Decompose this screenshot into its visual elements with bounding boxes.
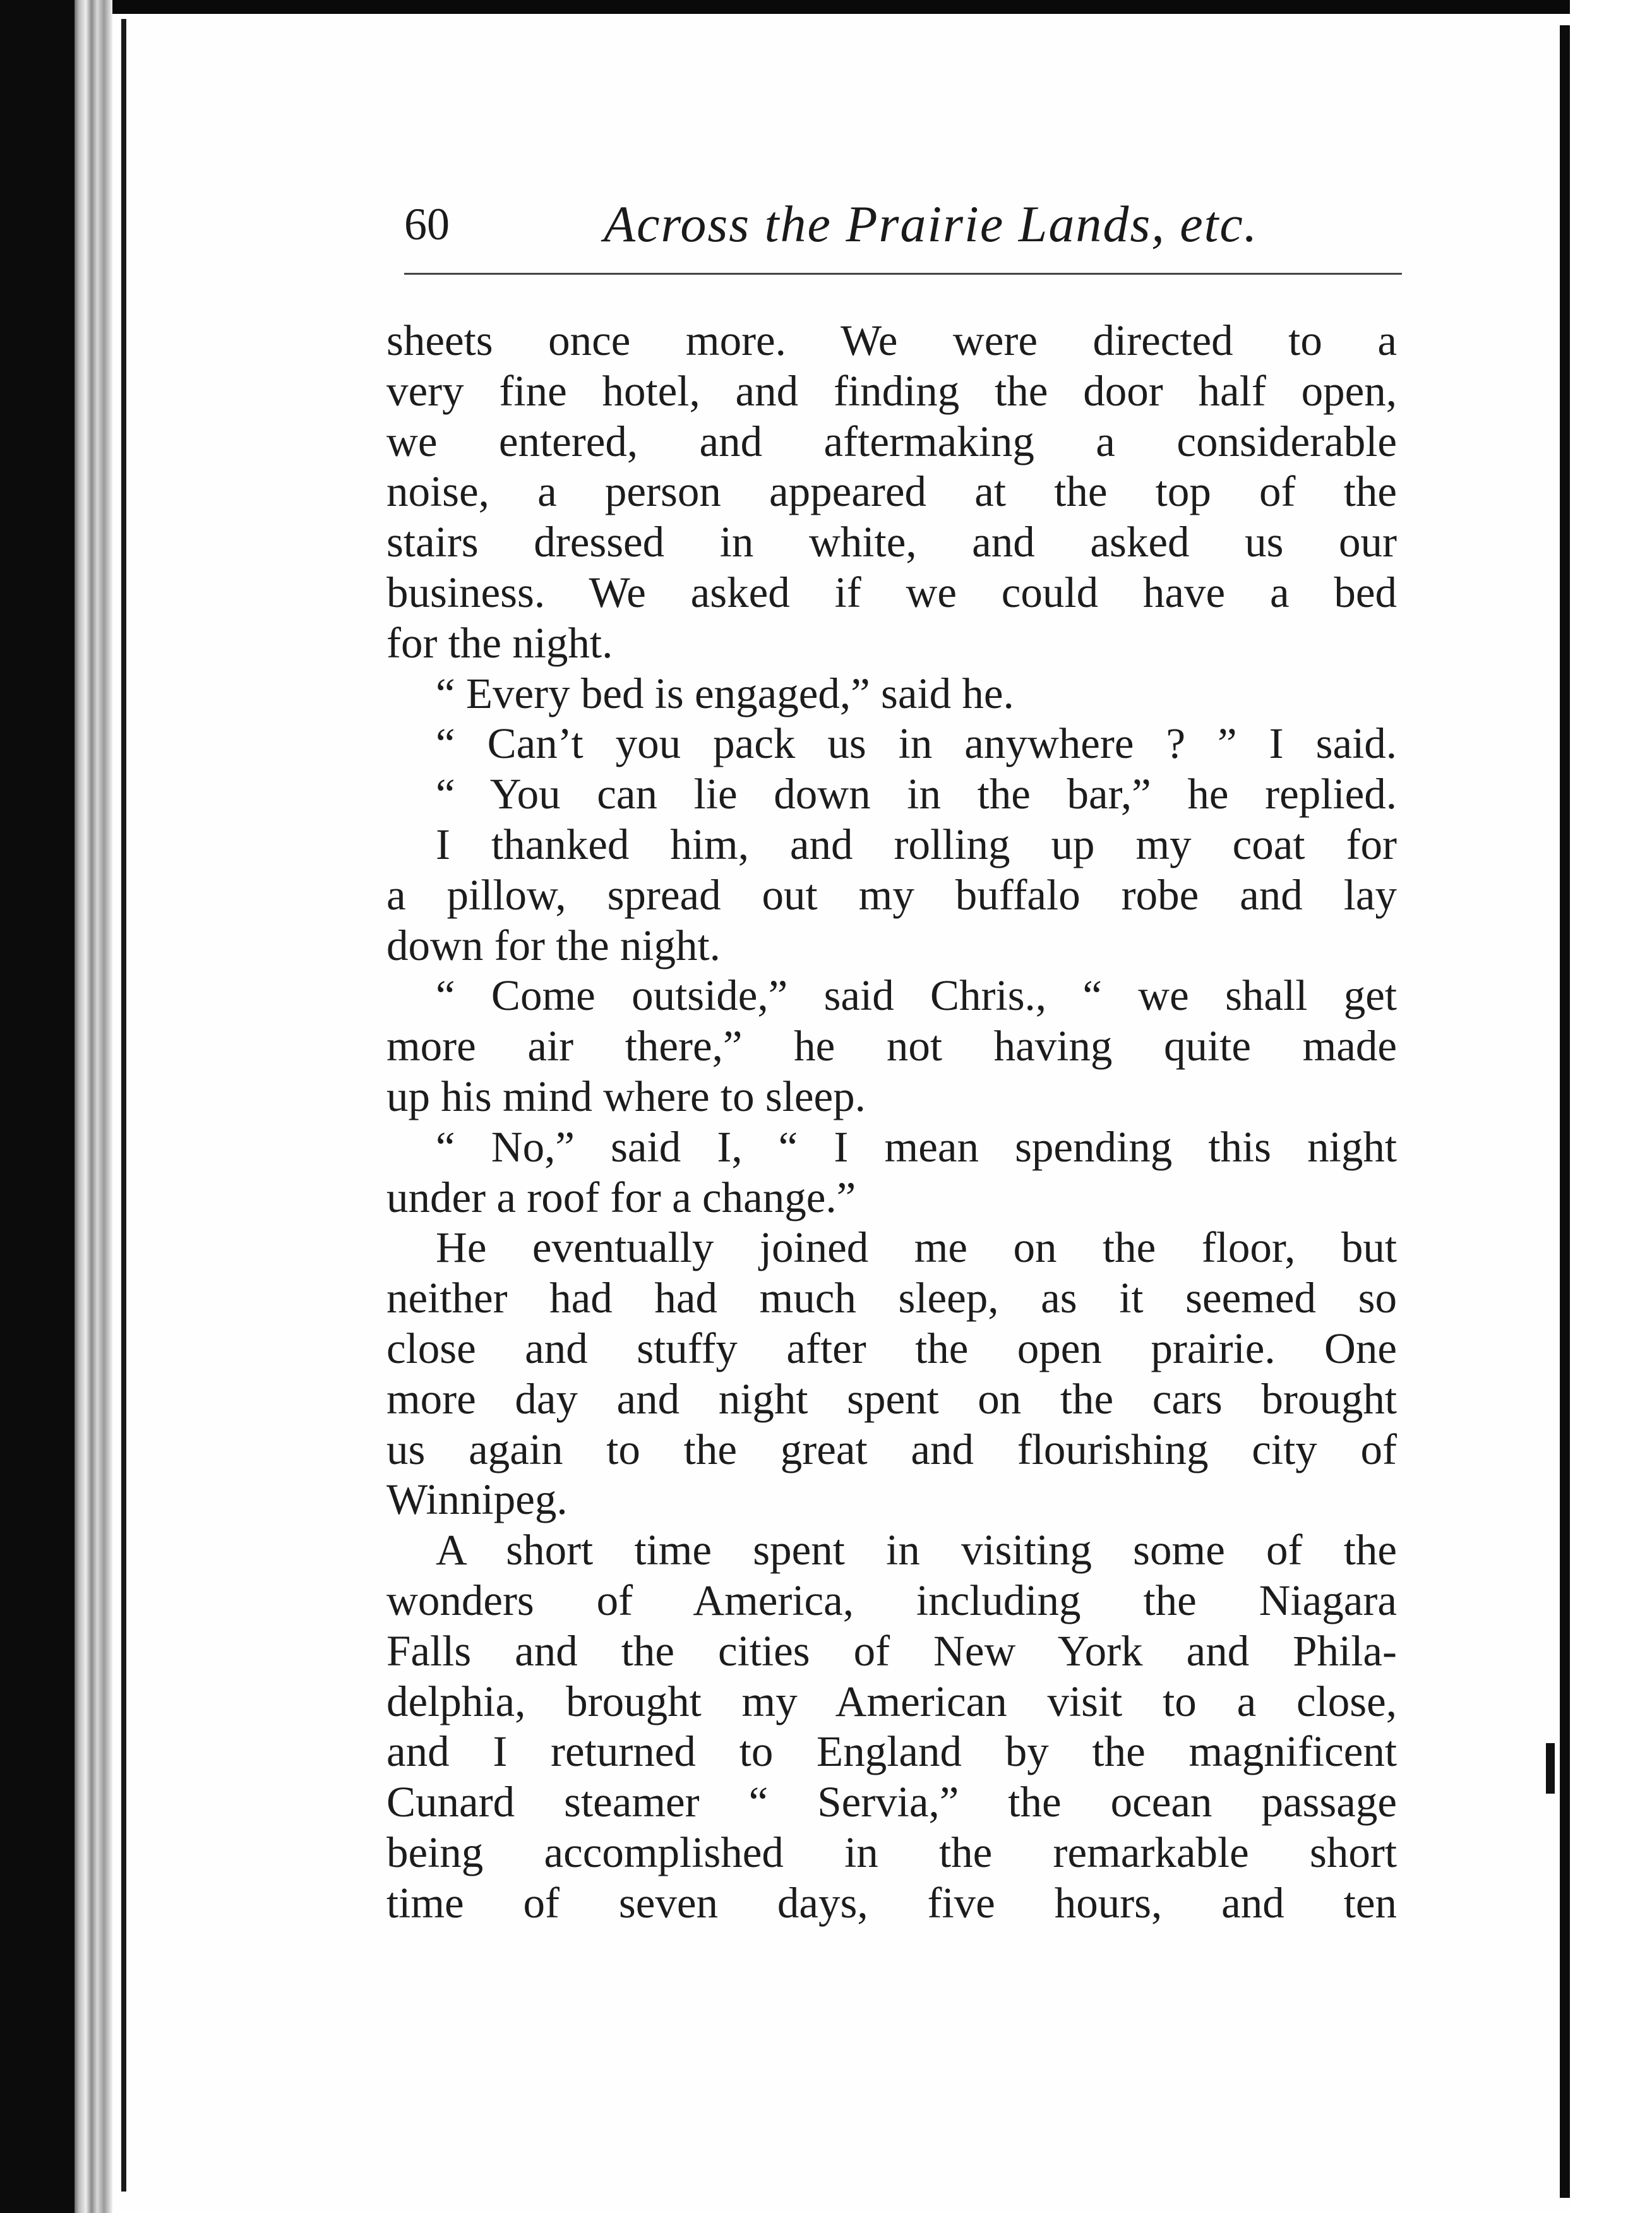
- text-line: us again to the great and flourishing city of: [386, 1425, 1397, 1473]
- text-line: for the night.: [386, 618, 613, 667]
- binding-shadow-line: [121, 19, 126, 2192]
- scan-margin-right: [1570, 0, 1652, 2213]
- text-line: more air there,” he not having quite made: [386, 1022, 1397, 1071]
- body-text: [386, 316, 1397, 1929]
- text-line: we entered, and aftermaking a considerable: [386, 417, 1397, 465]
- text-line: Falls and the cities of New York and Phila-: [386, 1626, 1397, 1675]
- running-header: [404, 189, 1402, 259]
- text-line: down for the night.: [386, 921, 721, 969]
- text-line: “ Every bed is engaged,” said he.: [436, 669, 1014, 717]
- text-line: close and stuffy after the open prairie. One: [386, 1324, 1397, 1372]
- text-line: Cunard steamer “ Servia,” the ocean passage: [386, 1778, 1397, 1826]
- text-line: A short time spent in visiting some of the: [436, 1526, 1397, 1574]
- text-line: very fine hotel, and finding the door half open,: [386, 366, 1397, 415]
- header-rule: [404, 273, 1402, 275]
- text-line: noise, a person appeared at the top of the: [386, 467, 1397, 516]
- text-line: delphia, brought my American visit to a close,: [386, 1677, 1397, 1725]
- text-line: “ Can’t you pack us in anywhere ? ” I said.: [436, 719, 1397, 768]
- text-line: business. We asked if we could have a bed: [386, 568, 1397, 616]
- text-line: and I returned to England by the magnificent: [386, 1727, 1397, 1776]
- running-title: Across the Prairie Lands, etc.: [604, 195, 1259, 253]
- text-line: Winnipeg.: [386, 1475, 568, 1524]
- text-line: He eventually joined me on the floor, but: [436, 1223, 1397, 1272]
- book-binding: [75, 0, 112, 2213]
- page-number: 60: [404, 199, 450, 249]
- text-line: more day and night spent on the cars brought: [386, 1374, 1397, 1423]
- page-right-edge: [1560, 25, 1570, 2198]
- text-line: wonders of America, including the Niagara: [386, 1576, 1397, 1624]
- text-line: “ You can lie down in the bar,” he replied.: [436, 770, 1397, 819]
- scan-border-left: [0, 0, 75, 2213]
- text-line: sheets once more. We were directed to a: [386, 316, 1397, 364]
- text-line: a pillow, spread out my buffalo robe and lay: [386, 870, 1397, 919]
- text-line: neither had had much sleep, as it seemed so: [386, 1274, 1397, 1322]
- text-line: “ Come outside,” said Chris., “ we shall get: [436, 971, 1397, 1020]
- text-line: being accomplished in the remarkable short: [386, 1828, 1397, 1876]
- text-line: “ No,” said I, “ I mean spending this night: [436, 1122, 1397, 1171]
- text-line: I thanked him, and rolling up my coat for: [436, 820, 1397, 868]
- text-line: time of seven days, five hours, and ten: [386, 1878, 1397, 1927]
- text-line: stairs dressed in white, and asked us our: [386, 518, 1397, 567]
- text-line: up his mind where to sleep.: [386, 1072, 866, 1120]
- page-edge-mark: [1546, 1743, 1555, 1794]
- scan-border-top: [0, 0, 1652, 14]
- text-line: under a roof for a change.”: [386, 1173, 856, 1221]
